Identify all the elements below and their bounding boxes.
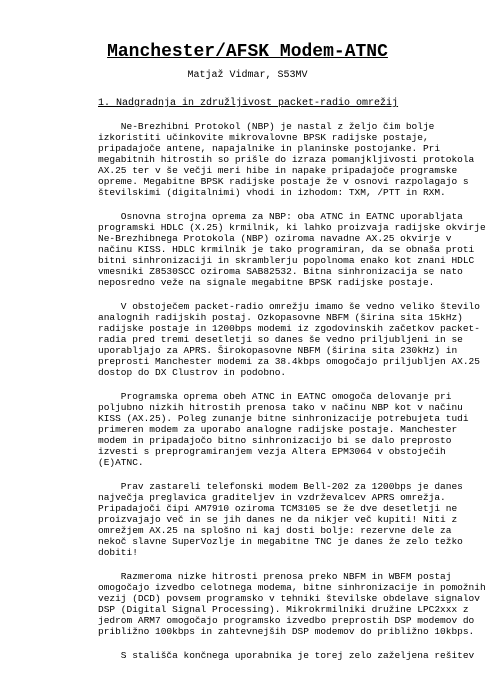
text-line: jedrom ARM7 omogočajo programsko izvedbo preprostih DSP modemov do [98,615,475,626]
text-line: vmesniki Z8530SCC oziroma SAB82532. Bitna sinhronizacija se nato [98,266,463,277]
text-line: omrežjem AX.25 na splošno ni kaj dosti bolje: rezervne dele za [98,525,452,536]
text-line: radia pred tremi desetletji so danes še vedno priljubljeni in se [98,334,463,345]
text-line: dobiti! [98,547,138,558]
text-line: načinu KISS. HDLC krmilnik je tako programiran, da se obnaša proti [98,244,475,255]
text-line: Razmeroma nizke hitrosti prenosa preko NBFM in WBFM postaj [98,571,452,582]
text-line: Osnovna strojna oprema za NBP: oba ATNC in EATNC uporabljata [98,211,463,222]
paragraph [98,391,488,468]
text-line: številskimi (digitalnimi) vhodi in izhodom: TXM, /PTT in RXM. [98,187,446,198]
paragraph [98,121,488,198]
text-line: nekoč slavne SuperVozlje in megabitne TNC je danes že zelo težko [98,536,463,547]
text-line: uporabljajo za APRS. Širokopasovne NBFM (širina sita 230kHz) in [98,345,458,356]
text-line: vezij (DCD) povsem programsko v tehniki številske obdelave signalov [98,593,480,604]
text-line: megabitnih hitrostih so prišle do izraza pomanjkljivosti protokola [98,154,475,165]
text-line: DSP (Digital Signal Processing). Mikrokrmilniki družine LPC2xxx z [98,604,469,615]
text-line: analognih radijskih postaj. Ozkopasovne NBFM (širina sita 15kHz) [98,312,463,323]
text-line: bitni sinhronizaciji in skramblerju popolnoma enako kot znani HDLC [98,255,475,266]
paragraph [98,571,488,637]
text-line: Prav zastareli telefonski modem Bell-202 za 1200bps je danes [98,481,463,492]
text-line: Pripadajoči čipi AM7910 oziroma TCM3105 se že dve desetletji ne [98,503,458,514]
text-line: omogočajo izvedbo celotnega modema, bitne sinhronizacije in pomožnih [98,582,486,593]
paragraph [98,650,488,661]
author-line: Matjaž Vidmar, S53MV [187,70,308,81]
text-line: Ne-Brezhibnega Protokola (NBP) oziroma navadne AX.25 okvirje v [98,233,452,244]
text-line: Programska oprema obeh ATNC in EATNC omogoča delovanje pri [98,391,452,402]
text-line: Ne-Brezhibni Protokol (NBP) je nastal z željo čim bolje [98,121,435,132]
text-line: preprosti Manchester modemi za 38.4kbps omogočajo priljubljen AX.25 [98,356,480,367]
body-text [98,121,488,674]
text-line: izvesti s preprogramiranjem vezja Altera EPM3064 v obstoječih [98,446,446,457]
text-line: (E)ATNC. [98,457,144,468]
text-line: približno 100kbps in zahtevnejših DSP modemov do približno 10kbps. [98,626,475,637]
section-heading: 1. Nadgradnja in združljivost packet-radio omrežij [98,98,399,109]
text-line: programski HDLC (X.25) krmilnik, ki lahko proizvaja radijske okvirje [98,222,486,233]
text-line: radijske postaje in 1200bps modemi iz zgodovinskih začetkov packet- [98,323,480,334]
text-line: poljubno nizkih hitrostih prenosa tako v načinu NBP kot v načinu [98,402,463,413]
text-line: neposredno veže na signale megabitne BPSK radijske postaje. [98,277,435,288]
text-line: modem in pripadajočo bitno sinhronizacijo bi se dalo preprosto [98,435,452,446]
paragraph [98,301,488,378]
paragraph [98,211,488,288]
text-line: AX.25 ter v še večji meri hibe in napake pripadajoče programske [98,165,458,176]
text-line: izkoristiti učinkovite mikrovalovne BPSK radijske postaje, [98,132,429,143]
page-title: Manchester/AFSK Modem-ATNC [107,42,388,62]
text-line: V obstoječem packet-radio omrežju imamo še vedno veliko število [98,301,480,312]
text-line: največja preglavica graditeljev in vzdrževalcev APRS omrežja. [98,492,446,503]
text-line: primeren modem za uporabo analogne radijske postaje. Manchester [98,424,458,435]
text-line: KISS (AX.25). Poleg zunanje bitne sinhronizacije potrebujeta tudi [98,413,469,424]
text-line: opreme. Megabitne BPSK radijske postaje že v osnovi razpolagajo s [98,176,469,187]
text-line: S stališča končnega uporabnika je torej zelo zaželjena rešitev [98,650,475,661]
paragraph [98,481,488,558]
text-line: proizvajajo več in se jih danes ne da nikjer več kupiti! Niti z [98,514,458,525]
text-line: pripadajoče antene, napajalnike in planinske postojanke. Pri [98,143,441,154]
text-line: dostop do DX Clustrov in podobno. [98,367,287,378]
